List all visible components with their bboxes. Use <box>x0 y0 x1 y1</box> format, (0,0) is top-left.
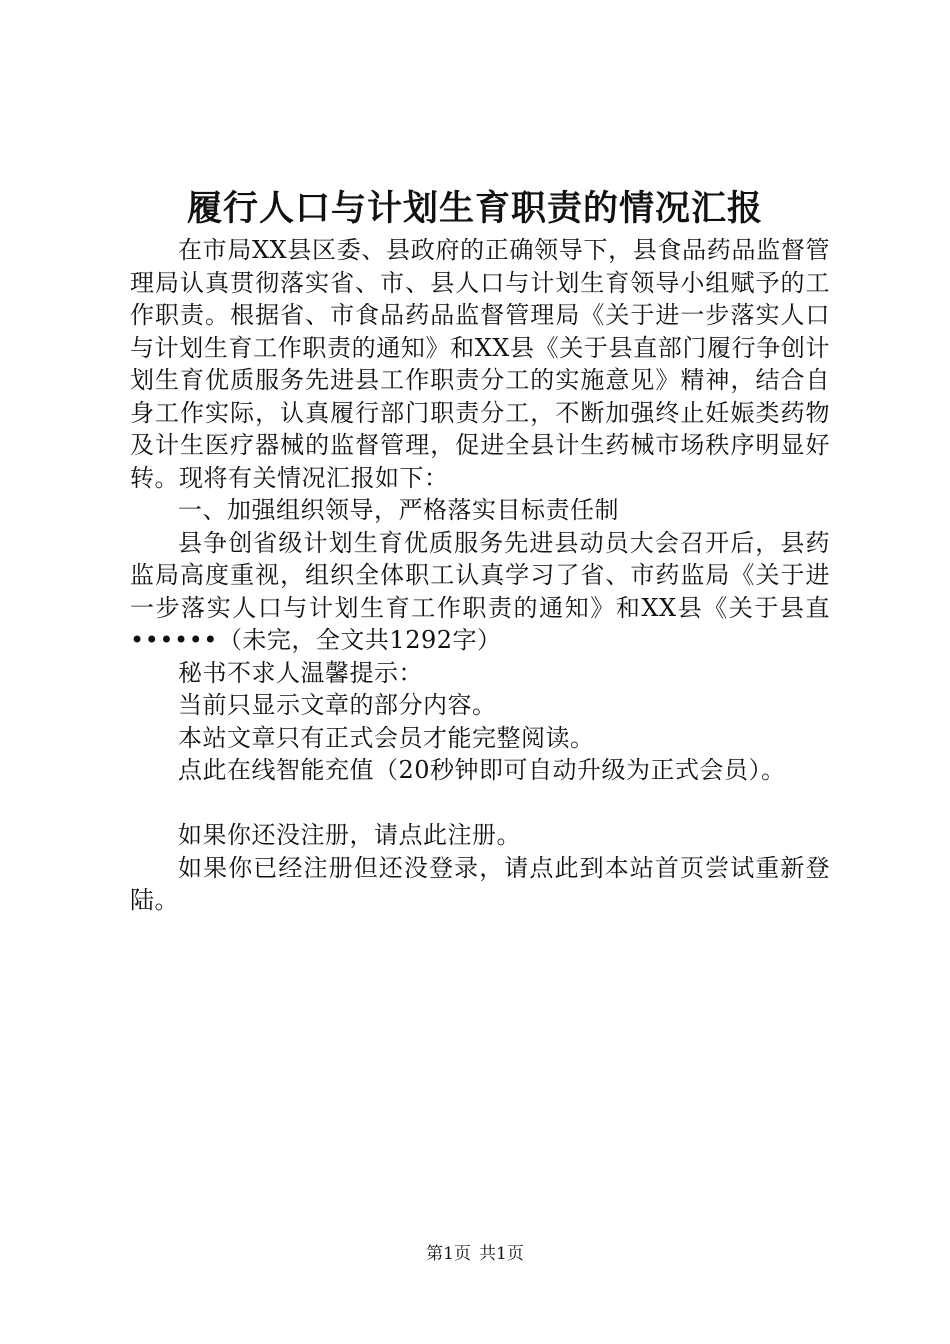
recharge-link[interactable]: 点此在线智能充值（20秒钟即可自动升级为正式会员）。 <box>178 756 786 784</box>
notice-heading: 秘书不求人温馨提示： <box>178 658 423 687</box>
blank-line <box>130 787 830 820</box>
register-link[interactable]: 如果你还没注册，请点此注册。 <box>178 821 521 849</box>
section-heading-1: 一、加强组织领导，严格落实目标责任制 <box>178 496 619 524</box>
page-total: 共1页 <box>479 1244 524 1264</box>
page-number: 第1页 <box>426 1244 471 1264</box>
login-link[interactable]: 如果你已经注册但还没登录，请点此到本站首页尝试重新登陆。 <box>130 853 830 914</box>
document-title: 履行人口与计划生育职责的情况汇报 <box>186 188 763 229</box>
notice-members-only[interactable]: 本站文章只有正式会员才能完整阅读。 <box>178 723 595 752</box>
document-body <box>130 234 830 917</box>
paragraph-intro: 在市局XX县区委、县政府的正确领导下，县食品药品监督管理局认真贯彻落实省、市、县人口与计划生育领导小组赋予的工作职责。根据省、市食品药品监督管理局《关于进一步落实人口与计划生育工作职责的通知》和XX县《关于县直部门履行争创计划生育优质服务先进县工作职责分工的实施意见》精神，结合自身工作实际，认真履行部门职责分工，不断加强终止妊娠类药物及计生医疗器械的监督管理，促进全县计生药械市场秩序明显好转。现将有关情况汇报如下： <box>130 236 830 492</box>
paragraph-section-1: 县争创省级计划生育优质服务先进县动员大会召开后，县药监局高度重视，组织全体职工认真学习了省、市药监局《关于进一步落实人口与计划生育工作职责的通知》和XX县《关于县直••••••（未完，全文共1292字） <box>130 528 830 654</box>
page-footer <box>0 1242 950 1266</box>
notice-partial-content: 当前只显示文章的部分内容。 <box>178 691 497 719</box>
